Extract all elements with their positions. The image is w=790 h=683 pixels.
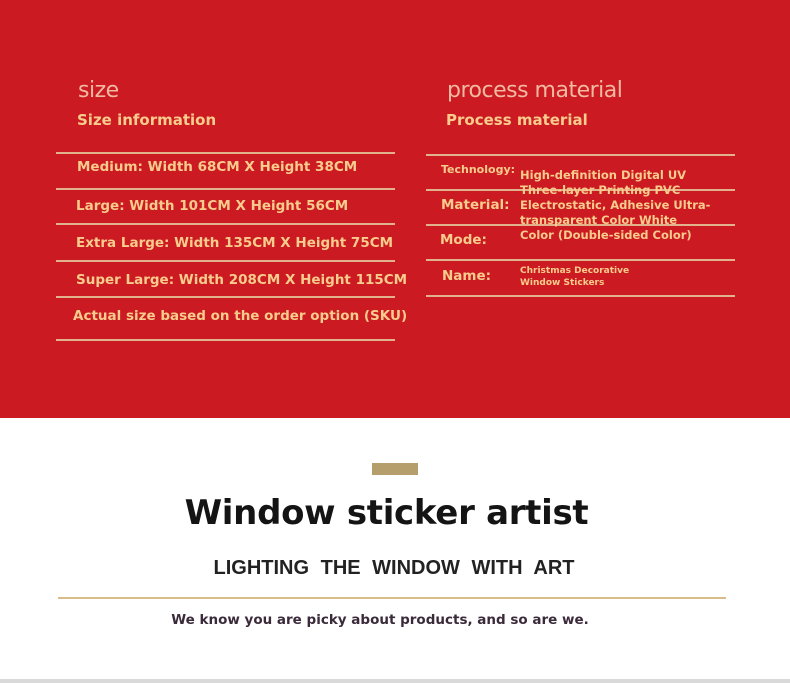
name-value — [520, 265, 629, 289]
value-line: Window Stickers — [520, 278, 605, 288]
size-divider — [56, 296, 395, 298]
value-line: Electrostatic, Adhesive Ultra- — [520, 198, 711, 212]
size-subheading: Size information — [77, 111, 217, 129]
technology-label: Technology: — [441, 163, 516, 176]
brand-note: We know you are picky about products, and so are we. — [171, 612, 589, 628]
size-row-actual-size-note: Actual size based on the order option (SKU) — [73, 308, 408, 324]
process-subheading: Process material — [446, 111, 588, 129]
size-row-extra-large: Extra Large: Width 135CM X Height 75CM — [76, 235, 394, 251]
size-row-super-large: Super Large: Width 208CM X Height 115CM — [76, 272, 408, 288]
value-line: transparent Color White — [520, 213, 678, 227]
name-label: Name: — [442, 268, 492, 284]
material-label: Material: — [441, 197, 510, 213]
brand-tagline: LIGHTING THE WINDOW WITH ART — [213, 557, 575, 579]
value-line: Christmas Decorative — [520, 266, 630, 276]
brand-title: Window sticker artist — [184, 493, 589, 533]
size-heading: size — [78, 78, 119, 103]
size-row-large: Large: Width 101CM X Height 56CM — [76, 198, 349, 214]
gold-divider — [58, 597, 726, 599]
size-divider — [56, 223, 395, 225]
size-divider — [56, 152, 395, 154]
process-divider — [426, 259, 735, 261]
value-line: Three-layer Printing PVC — [520, 183, 681, 197]
process-heading: process material — [447, 78, 623, 103]
process-divider — [426, 154, 735, 156]
size-divider — [56, 188, 395, 190]
value-line: High-definition Digital UV — [520, 168, 687, 182]
technology-material-mode-value — [520, 168, 710, 243]
mode-label: Mode: — [440, 232, 487, 248]
gold-accent-bar — [372, 463, 418, 475]
process-divider — [426, 295, 735, 297]
size-row-medium: Medium: Width 68CM X Height 38CM — [77, 159, 358, 175]
bottom-edge — [0, 679, 790, 683]
size-divider — [56, 260, 395, 262]
value-line: Color (Double-sided Color) — [520, 228, 692, 242]
size-divider — [56, 339, 395, 341]
